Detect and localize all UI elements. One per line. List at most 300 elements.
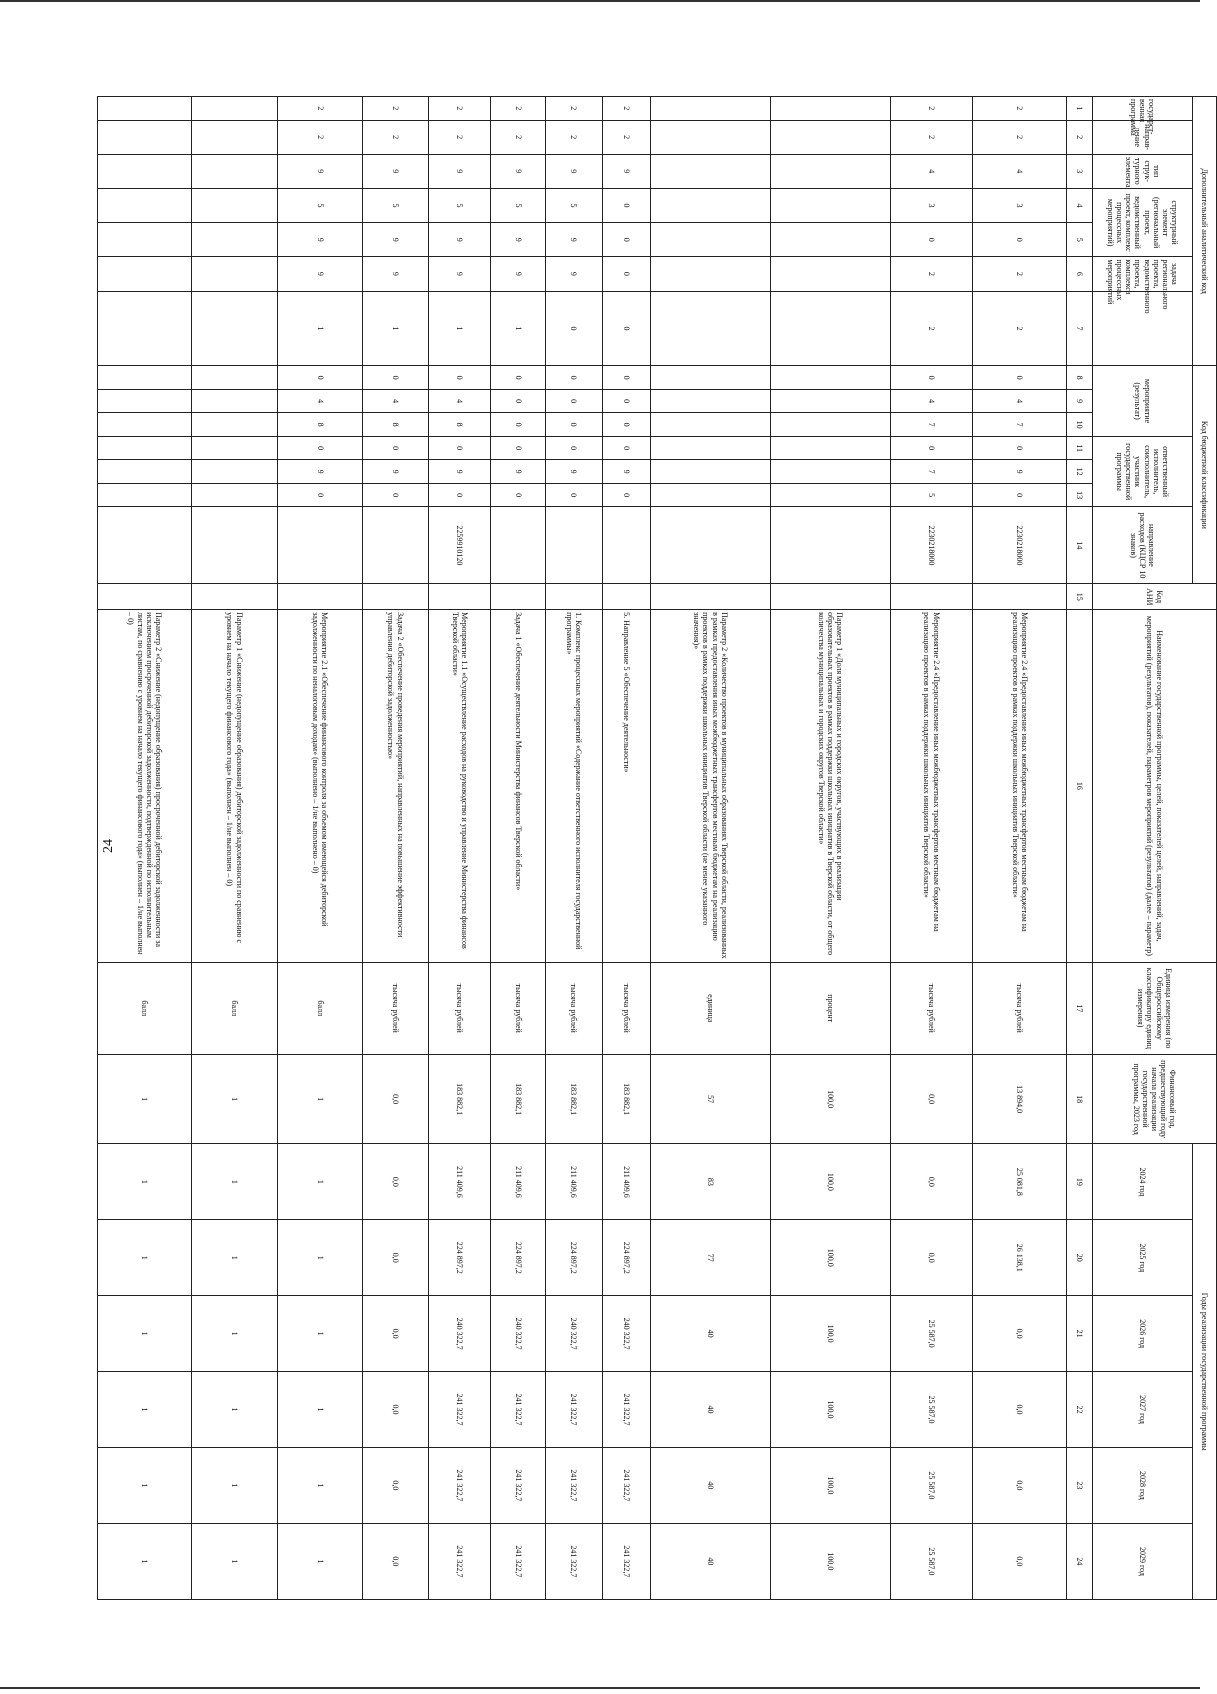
code-cell: 2 xyxy=(428,97,491,121)
code-cell xyxy=(192,389,278,413)
value-cell: 224 897,2 xyxy=(428,1220,491,1296)
value-cell: 0,0 xyxy=(890,1054,973,1144)
code-cell: 9 xyxy=(602,154,650,188)
code-cell: 9 xyxy=(491,223,545,257)
col-num: 20 xyxy=(1067,1220,1093,1296)
col-num: 15 xyxy=(1067,584,1093,610)
code-cell xyxy=(98,460,192,484)
value-cell: 1 xyxy=(277,1372,363,1448)
otv-header: ответственный исполнитель, соисполнитель, участник государственной программы xyxy=(1093,436,1193,507)
code-cell: 1 xyxy=(277,291,363,366)
value-cell: 224 897,2 xyxy=(491,1220,545,1296)
col-num: 8 xyxy=(1067,366,1093,390)
unit-cell: балл xyxy=(98,962,192,1054)
value-cell: 100,0 xyxy=(770,1296,890,1372)
table-row xyxy=(890,97,973,1600)
code-cell: 9 xyxy=(545,257,602,291)
code-cell xyxy=(192,483,278,507)
code-cell xyxy=(651,507,771,584)
value-cell: 25 587,0 xyxy=(890,1447,973,1523)
code-cell: 0 xyxy=(277,436,363,460)
column-number-row xyxy=(1067,97,1093,1600)
code-cell xyxy=(770,97,890,121)
code-cell: 5 xyxy=(545,188,602,222)
meropr-header: мероприятие (результат) xyxy=(1093,366,1193,437)
table-row xyxy=(770,97,890,1600)
code-cell: 0 xyxy=(890,436,973,460)
code-cell: 9 xyxy=(277,223,363,257)
code-cell: 9 xyxy=(277,257,363,291)
value-cell: 1 xyxy=(277,1296,363,1372)
code-cell: 9 xyxy=(428,223,491,257)
code-cell: 2 xyxy=(602,97,650,121)
value-cell: 100,0 xyxy=(770,1054,890,1144)
code-cell xyxy=(491,507,545,584)
value-cell: 0,0 xyxy=(973,1447,1067,1523)
value-cell: 1 xyxy=(192,1220,278,1296)
code-cell: 0 xyxy=(545,389,602,413)
unit-cell: тысяча рублей xyxy=(363,962,429,1054)
code-cell: 2 xyxy=(545,97,602,121)
value-cell: 25 587,0 xyxy=(890,1296,973,1372)
code-cell: 0 xyxy=(602,291,650,366)
value-cell: 1 xyxy=(277,1144,363,1220)
value-cell: 1 xyxy=(277,1220,363,1296)
code-cell: 2 xyxy=(277,97,363,121)
code-cell xyxy=(651,97,771,121)
code-cell xyxy=(98,436,192,460)
code-cell xyxy=(651,291,771,366)
code-cell: 5 xyxy=(277,188,363,222)
value-cell: 211 409,6 xyxy=(428,1144,491,1220)
program-table xyxy=(97,96,1217,1600)
table-row xyxy=(98,97,192,1600)
code-cell: 2 xyxy=(890,97,973,121)
code-cell xyxy=(651,257,771,291)
value-cell: 240 322,7 xyxy=(602,1296,650,1372)
col-num: 7 xyxy=(1067,291,1093,366)
code-cell: 9 xyxy=(428,460,491,484)
header-row-1 xyxy=(1193,97,1217,1600)
code-cell: 0 xyxy=(545,436,602,460)
year-2025-header: 2025 год xyxy=(1093,1220,1193,1296)
code-cell xyxy=(192,188,278,222)
code-cell: 2 xyxy=(545,120,602,154)
col-num: 22 xyxy=(1067,1372,1093,1448)
code-cell: 0 xyxy=(491,366,545,390)
col-num: 3 xyxy=(1067,154,1093,188)
code-cell: 0 xyxy=(890,223,973,257)
col-num: 16 xyxy=(1067,610,1093,963)
unit-cell: балл xyxy=(277,962,363,1054)
code-cell xyxy=(192,584,278,610)
code-cell xyxy=(651,483,771,507)
code-cell: 9 xyxy=(973,460,1067,484)
code-cell: 0 xyxy=(602,389,650,413)
code-cell xyxy=(192,223,278,257)
table-row xyxy=(491,97,545,1600)
code-cell: 2 xyxy=(602,120,650,154)
code-cell: 7 xyxy=(890,460,973,484)
code-cell: 9 xyxy=(363,154,429,188)
row-name-cell: Задача 2 «Обеспечение проведения мероприятий, направленных на повышение эффективности управления дебиторской задолженностью» xyxy=(363,610,429,963)
code-cell: 0 xyxy=(602,436,650,460)
table-row xyxy=(651,97,771,1600)
value-cell: 40 xyxy=(651,1447,771,1523)
col-num: 13 xyxy=(1067,483,1093,507)
code-cell xyxy=(363,507,429,584)
struct-header: структурный элемент (региональный проект, ведомственный проект, комплекс процессных мероприятий) xyxy=(1093,188,1193,256)
code-cell: 9 xyxy=(363,460,429,484)
code-cell: 3 xyxy=(890,188,973,222)
col-num: 21 xyxy=(1067,1296,1093,1372)
code-cell xyxy=(98,257,192,291)
code-cell xyxy=(651,389,771,413)
code-cell xyxy=(98,223,192,257)
value-cell: 1 xyxy=(192,1296,278,1372)
value-cell: 241 322,7 xyxy=(491,1523,545,1599)
code-cell: 9 xyxy=(363,223,429,257)
unit-cell: тысяча рублей xyxy=(973,962,1067,1054)
code-cell: 4 xyxy=(973,154,1067,188)
value-cell: 1 xyxy=(98,1296,192,1372)
col-num: 18 xyxy=(1067,1054,1093,1144)
code-cell xyxy=(192,507,278,584)
name-header: Наименование государственной программы, целей, показателей целей, направлений, задач, мероприятий (результатов), показателей, параметров мероприятий (результатов) (далее – параметр) xyxy=(1093,610,1217,963)
code-cell: 4 xyxy=(428,389,491,413)
col-num: 6 xyxy=(1067,257,1093,291)
code-cell: 2259910120 xyxy=(428,507,491,584)
code-cell: 2 xyxy=(277,120,363,154)
code-cell: 4 xyxy=(277,389,363,413)
code-cell xyxy=(545,584,602,610)
code-cell xyxy=(602,507,650,584)
value-cell: 1 xyxy=(98,1523,192,1599)
code-cell: 0 xyxy=(973,366,1067,390)
value-cell: 1 xyxy=(277,1523,363,1599)
code-cell: 4 xyxy=(890,389,973,413)
value-cell: 241 322,7 xyxy=(545,1523,602,1599)
value-cell: 100,0 xyxy=(770,1144,890,1220)
value-cell: 1 xyxy=(192,1054,278,1144)
code-cell: 2230218000 xyxy=(890,507,973,584)
code-cell: 0 xyxy=(363,483,429,507)
code-cell xyxy=(192,154,278,188)
year-2028-header: 2028 год xyxy=(1093,1447,1193,1523)
value-cell: 241 322,7 xyxy=(428,1372,491,1448)
code-cell: 0 xyxy=(428,483,491,507)
code-cell xyxy=(770,507,890,584)
table-row xyxy=(602,97,650,1600)
code-cell xyxy=(770,584,890,610)
value-cell: 1 xyxy=(277,1447,363,1523)
year-2026-header: 2026 год xyxy=(1093,1296,1193,1372)
code-cell: 4 xyxy=(890,154,973,188)
code-cell xyxy=(98,483,192,507)
code-cell: 9 xyxy=(428,154,491,188)
code-cell: 1 xyxy=(491,291,545,366)
unit-cell: тысяча рублей xyxy=(890,962,973,1054)
year-2024-header: 2024 год xyxy=(1093,1144,1193,1220)
row-name-cell: Мероприятие 2.1 «Обеспечение финансового контроля за объемом имеющейся дебиторской задолженности по неналоговым доходам» (выполнено – 1/не выполнено – 0) xyxy=(277,610,363,963)
code-cell: 0 xyxy=(602,188,650,222)
code-cell xyxy=(277,584,363,610)
code-cell: 2 xyxy=(973,291,1067,366)
value-cell: 0,0 xyxy=(890,1144,973,1220)
row-name-cell: Параметр 2 «Снижение (недопущение образования) просроченной дебиторской задолженности за исключением просроченной дебиторской задолженности, подтвержденной по исполнительным листам, по сравнению с уровнем на начало текущего финансового года» (выполнен – 1/не выполнен – 0) xyxy=(98,610,192,963)
code-cell xyxy=(192,366,278,390)
code-cell: 0 xyxy=(545,366,602,390)
code-cell: 0 xyxy=(545,483,602,507)
code-cell xyxy=(98,366,192,390)
code-cell: 2 xyxy=(363,97,429,121)
unit-cell: тысяча рублей xyxy=(545,962,602,1054)
code-cell: 4 xyxy=(973,389,1067,413)
year-2027-header: 2027 год xyxy=(1093,1372,1193,1448)
value-cell: 211 409,6 xyxy=(602,1144,650,1220)
code-cell: 8 xyxy=(277,413,363,437)
value-cell: 211 409,6 xyxy=(491,1144,545,1220)
table-wrapper xyxy=(97,96,1217,1600)
value-cell: 100,0 xyxy=(770,1220,890,1296)
value-cell: 241 322,7 xyxy=(428,1523,491,1599)
code-cell: 2 xyxy=(491,97,545,121)
year-2029-header: 2029 год xyxy=(1093,1523,1193,1599)
code-cell: 2 xyxy=(973,257,1067,291)
table-row xyxy=(545,97,602,1600)
code-cell: 0 xyxy=(363,436,429,460)
code-cell xyxy=(192,291,278,366)
col-num: 4 xyxy=(1067,188,1093,222)
value-cell: 240 322,7 xyxy=(491,1296,545,1372)
row-name-cell: Мероприятие 2.4 «Предоставление иных межбюджетных трансфертов местным бюджетам на реализацию проектов в рамках поддержки школьных инициатив Тверской области» xyxy=(890,610,973,963)
code-cell: 9 xyxy=(363,257,429,291)
code-cell: 4 xyxy=(363,389,429,413)
code-cell: 9 xyxy=(277,460,363,484)
value-cell: 0,0 xyxy=(973,1372,1067,1448)
value-cell: 0,0 xyxy=(890,1220,973,1296)
code-cell xyxy=(98,291,192,366)
value-cell: 100,0 xyxy=(770,1447,890,1523)
value-cell: 241 322,7 xyxy=(545,1372,602,1448)
code-cell xyxy=(602,584,650,610)
value-cell: 0,0 xyxy=(973,1296,1067,1372)
value-cell: 57 xyxy=(651,1054,771,1144)
code-cell xyxy=(770,460,890,484)
value-cell: 100,0 xyxy=(770,1372,890,1448)
budget-code-header: Код бюджетной классификации xyxy=(1193,366,1217,584)
bottom-edge xyxy=(0,1687,1200,1689)
value-cell: 25 587,0 xyxy=(890,1372,973,1448)
value-cell: 0,0 xyxy=(363,1523,429,1599)
value-cell: 183 882,1 xyxy=(491,1054,545,1144)
value-cell: 240 322,7 xyxy=(545,1296,602,1372)
value-cell: 183 882,1 xyxy=(428,1054,491,1144)
code-cell xyxy=(770,154,890,188)
kod-ani-header: Код АНИ xyxy=(1093,584,1217,610)
col-num: 24 xyxy=(1067,1523,1093,1599)
code-cell xyxy=(192,413,278,437)
value-cell: 183 882,1 xyxy=(545,1054,602,1144)
row-name-cell: Мероприятие 2.4 «Предоставление иных межбюджетных трансфертов местным бюджетам на реализацию проектов в рамках поддержки школьных инициатив Тверской области» xyxy=(973,610,1067,963)
code-cell: 5 xyxy=(890,483,973,507)
code-cell xyxy=(770,366,890,390)
code-cell xyxy=(651,154,771,188)
code-cell xyxy=(651,366,771,390)
code-cell xyxy=(770,257,890,291)
value-cell: 224 897,2 xyxy=(545,1220,602,1296)
value-cell: 25 081,8 xyxy=(973,1144,1067,1220)
code-cell: 5 xyxy=(428,188,491,222)
value-cell: 241 322,7 xyxy=(491,1372,545,1448)
code-cell xyxy=(770,120,890,154)
row-name-cell: 1. Комплекс процессных мероприятий «Содержание ответственного исполнителя государственной программы» xyxy=(545,610,602,963)
value-cell: 1 xyxy=(192,1447,278,1523)
unit-cell: тысяча рублей xyxy=(602,962,650,1054)
code-cell xyxy=(651,584,771,610)
code-cell xyxy=(428,584,491,610)
value-cell: 1 xyxy=(192,1523,278,1599)
code-cell: 0 xyxy=(277,366,363,390)
code-cell: 5 xyxy=(363,188,429,222)
top-edge xyxy=(0,0,1200,2)
col-num: 19 xyxy=(1067,1144,1093,1220)
col-num: 17 xyxy=(1067,962,1093,1054)
value-cell: 211 409,6 xyxy=(545,1144,602,1220)
table-row xyxy=(363,97,429,1600)
col-num: 14 xyxy=(1067,507,1093,584)
code-cell: 0 xyxy=(363,366,429,390)
code-cell xyxy=(491,584,545,610)
code-cell: 9 xyxy=(428,257,491,291)
code-cell xyxy=(192,97,278,121)
value-cell: 25 587,0 xyxy=(890,1523,973,1599)
value-cell: 0,0 xyxy=(363,1220,429,1296)
col-num: 10 xyxy=(1067,413,1093,437)
value-cell: 13 894,0 xyxy=(973,1054,1067,1144)
col-num: 1 xyxy=(1067,97,1093,121)
col-num: 11 xyxy=(1067,436,1093,460)
code-cell: 9 xyxy=(545,154,602,188)
code-cell: 0 xyxy=(491,436,545,460)
value-cell: 241 322,7 xyxy=(602,1372,650,1448)
unit-cell: единица xyxy=(651,962,771,1054)
code-cell: 9 xyxy=(545,223,602,257)
row-name-cell: Параметр 1 «Доля муниципальных и городских округов, участвующих в реализации образовательных проектов в рамках поддержки школьных инициатив в Тверской области, от общего количества муниципальных и городских округов Тверской области» xyxy=(770,610,890,963)
code-cell xyxy=(973,584,1067,610)
code-cell xyxy=(770,188,890,222)
napr-rash-header: направление расходов (КЦСР 10 знаков) xyxy=(1093,507,1193,584)
value-cell: 40 xyxy=(651,1296,771,1372)
value-cell: 183 882,1 xyxy=(602,1054,650,1144)
value-cell: 1 xyxy=(277,1054,363,1144)
row-name-cell: 5. Направление 5 «Обеспечение деятельности» xyxy=(602,610,650,963)
code-cell xyxy=(651,436,771,460)
gp-header: государст-венная программа xyxy=(1093,97,1193,121)
value-cell: 77 xyxy=(651,1220,771,1296)
value-cell: 0,0 xyxy=(363,1296,429,1372)
value-cell: 40 xyxy=(651,1372,771,1448)
code-cell: 2 xyxy=(890,120,973,154)
value-cell: 224 897,2 xyxy=(602,1220,650,1296)
code-cell: 3 xyxy=(973,188,1067,222)
code-cell: 0 xyxy=(602,366,650,390)
col-num: 12 xyxy=(1067,460,1093,484)
col-num: 2 xyxy=(1067,120,1093,154)
code-cell xyxy=(890,584,973,610)
code-cell: 8 xyxy=(428,413,491,437)
value-cell: 0,0 xyxy=(973,1523,1067,1599)
code-cell xyxy=(98,188,192,222)
row-name-cell: Параметр 2 «Количество проектов в муниципальных образованиях Тверской области, реализованных в рамках предоставления иных межбюджетных трансфертов местным бюджетам на реализацию проектов в рамках поддержки школьных инициатив Тверской области (не менее указанного значения)» xyxy=(651,610,771,963)
col-num: 5 xyxy=(1067,223,1093,257)
code-cell: 9 xyxy=(491,257,545,291)
value-cell: 1 xyxy=(98,1372,192,1448)
value-cell: 1 xyxy=(98,1447,192,1523)
value-cell: 83 xyxy=(651,1144,771,1220)
code-cell xyxy=(98,97,192,121)
table-row xyxy=(192,97,278,1600)
code-cell xyxy=(545,507,602,584)
value-cell: 1 xyxy=(98,1144,192,1220)
code-cell: 0 xyxy=(602,223,650,257)
code-cell xyxy=(770,413,890,437)
code-cell: 2 xyxy=(973,97,1067,121)
code-cell: 9 xyxy=(491,154,545,188)
code-cell xyxy=(98,120,192,154)
code-cell: 0 xyxy=(491,413,545,437)
code-cell: 9 xyxy=(602,460,650,484)
code-cell xyxy=(770,291,890,366)
table-row xyxy=(277,97,363,1600)
value-cell: 0,0 xyxy=(363,1054,429,1144)
code-cell: 2 xyxy=(973,120,1067,154)
page-number: 24 xyxy=(101,839,116,853)
code-cell xyxy=(192,460,278,484)
table-row xyxy=(973,97,1067,1600)
code-cell xyxy=(770,389,890,413)
value-cell: 1 xyxy=(192,1144,278,1220)
code-cell: 0 xyxy=(973,223,1067,257)
row-name-cell: Задача 1 «Обеспечение деятельности Министерства финансов Тверской области» xyxy=(491,610,545,963)
code-cell: 9 xyxy=(491,460,545,484)
code-cell: 0 xyxy=(491,483,545,507)
code-cell xyxy=(651,460,771,484)
value-cell: 1 xyxy=(98,1220,192,1296)
code-cell: 0 xyxy=(277,483,363,507)
code-cell: 1 xyxy=(428,291,491,366)
code-cell: 5 xyxy=(491,188,545,222)
code-cell xyxy=(770,483,890,507)
code-cell xyxy=(651,188,771,222)
code-cell: 1 xyxy=(363,291,429,366)
code-cell xyxy=(98,413,192,437)
code-cell: 0 xyxy=(545,291,602,366)
code-cell: 0 xyxy=(428,436,491,460)
code-cell: 8 xyxy=(363,413,429,437)
code-cell: 0 xyxy=(602,413,650,437)
years-group-header: Годы реализации государственной программы xyxy=(1193,1144,1217,1600)
fin-year-header: Финансовый год, предшествующий году начала реализации государственной программы, 2023 год xyxy=(1093,1054,1217,1144)
code-cell xyxy=(651,413,771,437)
code-cell xyxy=(98,389,192,413)
unit-header: Единица измерения (по Общероссийскому классификатору единиц измерения) xyxy=(1093,962,1217,1054)
code-cell: 0 xyxy=(890,366,973,390)
code-cell xyxy=(651,223,771,257)
value-cell: 241 322,7 xyxy=(428,1447,491,1523)
code-cell xyxy=(277,507,363,584)
code-cell: 0 xyxy=(602,257,650,291)
